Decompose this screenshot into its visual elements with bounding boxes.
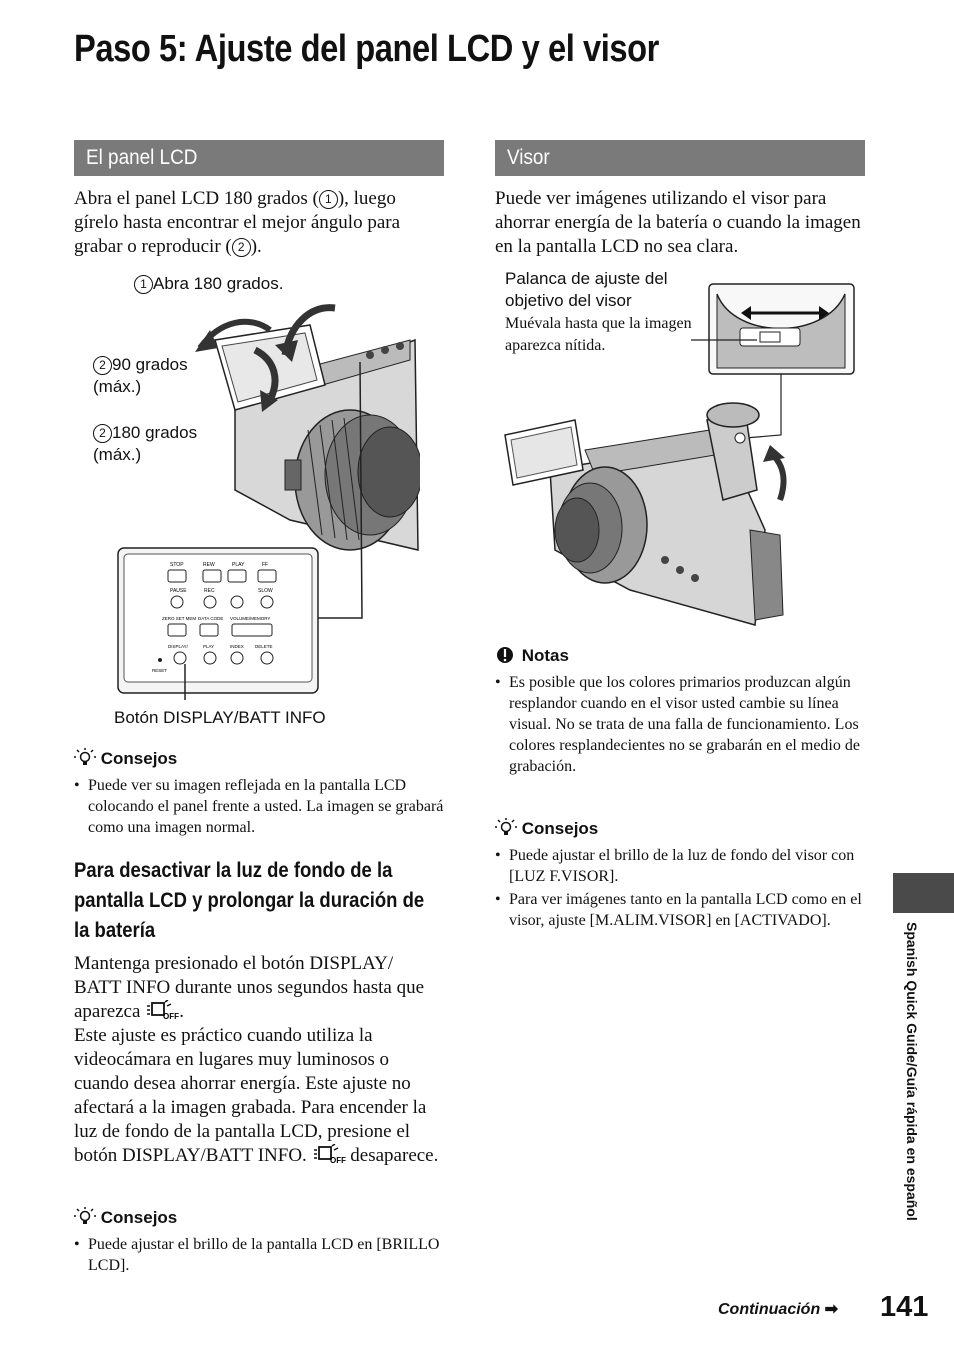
lcd-intro: Abra el panel LCD 180 grados ( 1 ), luego gírelo hasta encontrar el mejor ángulo para grabar o reproducir ( 2 ). (74, 188, 401, 257)
tips-box-2 (74, 1207, 444, 1278)
side-tab-label-wrap (898, 922, 922, 1267)
backlight-paragraph: Mantenga presionado el botón DISPLAY/ BATT INFO durante unos segundos hasta que aparezca OFF . Este ajuste es práctico cuando utiliza la videocámara en lugares muy luminosos o cuando desea ahorrar energía. Este ajuste no afectará a la imagen grabada. Para encender la luz de fondo de la pantalla LCD, presione el botón DISPLAY/BATT INFO. OFF desaparece. (74, 953, 439, 1166)
tips-box-3 (495, 818, 865, 933)
svg-text:PLAY: PLAY (232, 562, 245, 568)
label-open-180: 1 Abra 180 grados. (134, 273, 283, 295)
list-item: • Puede ajustar el brillo de la pantalla LCD en [BRILLO LCD]. (74, 1234, 444, 1276)
svg-text:DATA CODE: DATA CODE (198, 616, 224, 621)
lightbulb-icon (74, 1207, 96, 1227)
camcorder-lcd-illustration (110, 300, 420, 700)
step-1-marker: 1 (319, 190, 338, 209)
label-display-batt-info-button: Botón DISPLAY/BATT INFO (114, 708, 326, 727)
svg-text:OFF: OFF (329, 1156, 346, 1164)
arrow-right-icon: ➡ (824, 1301, 839, 1318)
notes-box (495, 645, 865, 779)
tips-heading: Consejos (74, 1207, 444, 1228)
label-viewfinder-lever: Palanca de ajuste del objetivo del visor (505, 269, 668, 310)
svg-text:DELETE: DELETE (255, 644, 273, 649)
label-180-deg: 2 180 grados (máx.) (93, 423, 198, 464)
side-tab-marker (893, 873, 954, 913)
backlight-off-icon (312, 1144, 346, 1164)
tips-heading: Consejos (74, 748, 444, 769)
section-title-visor: Visor (507, 146, 550, 169)
lightbulb-icon (495, 818, 517, 838)
notes-heading: Notas (495, 645, 865, 666)
section-header-lcd (74, 140, 444, 176)
list-item: • Puede ajustar el brillo de la luz de fondo del visor con [LUZ F.VISOR]. (495, 845, 865, 887)
svg-text:DISPLAY/: DISPLAY/ (168, 644, 188, 649)
svg-text:ZERO SET MEM: ZERO SET MEM (162, 616, 197, 621)
tips-heading: Consejos (495, 818, 865, 839)
page-title: Paso 5: Ajuste del panel LCD y el visor (74, 28, 659, 70)
svg-text:FF: FF (262, 562, 269, 568)
label-90-deg: 2 90 grados (máx.) (93, 355, 188, 396)
backlight-off-icon (145, 1000, 179, 1020)
svg-text:RESET: RESET (152, 668, 168, 673)
continuation-label: Continuación ➡ (718, 1301, 839, 1318)
section-header-visor (495, 140, 865, 176)
section-title-lcd: El panel LCD (86, 146, 198, 169)
svg-text:STOP: STOP (170, 562, 184, 568)
svg-text:INDEX: INDEX (230, 644, 244, 649)
svg-text:PLAY: PLAY (203, 644, 215, 649)
list-item: • Es posible que los colores primarios produzcan algún resplandor cuando en el visor usted cambie su línea visual. No se trata de una falla de funcionamiento. Los colores resplandecientes no se grabarán en el medio de grabación. (495, 672, 865, 777)
list-item: • Para ver imágenes tanto en la pantalla LCD como en el visor, ajuste [M.ALIM.VISOR] en [ACTIVADO]. (495, 889, 865, 931)
camcorder-viewfinder-illustration (495, 280, 865, 635)
side-tab-label: Spanish Quick Guide/Guía rápida en español (904, 922, 920, 1221)
svg-text:PAUSE: PAUSE (170, 588, 187, 594)
label-move-lever: Muévala hasta que la imagen aparezca nítida. (505, 315, 692, 354)
visor-intro: Puede ver imágenes utilizando el visor para ahorrar energía de la batería o cuando la imagen en la pantalla LCD no sea clara. (495, 188, 861, 257)
svg-text:VOLUME/MEMORY: VOLUME/MEMORY (230, 616, 271, 621)
svg-text:SLOW: SLOW (258, 588, 273, 594)
svg-text:REC: REC (204, 588, 215, 594)
list-item: • Puede ver su imagen reflejada en la pantalla LCD colocando el panel frente a usted. La imagen se grabará como una imagen normal. (74, 775, 444, 838)
lightbulb-icon (74, 748, 96, 768)
subsection-heading: Para desactivar la luz de fondo de la pantalla LCD y prolongar la duración de la batería (74, 859, 425, 942)
svg-text:REW: REW (203, 562, 215, 568)
step-2-marker: 2 (232, 238, 251, 257)
notes-icon (495, 645, 517, 665)
svg-text:OFF: OFF (163, 1012, 180, 1020)
page-number: 141 (880, 1291, 929, 1323)
tips-box-1 (74, 748, 444, 840)
